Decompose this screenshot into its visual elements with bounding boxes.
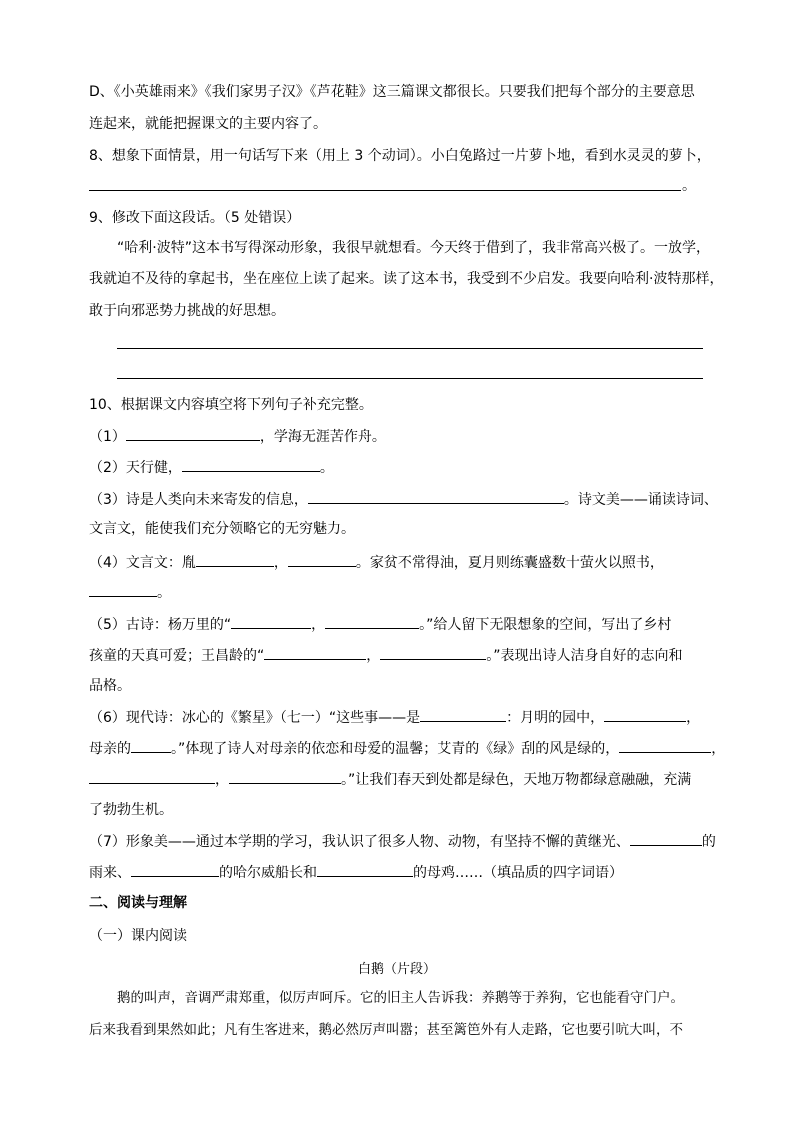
q10-item6-line4: 了勃勃生机。 [89,802,173,818]
q10-item6-text: ：月明的园中， [506,710,605,726]
q10-item5-blank4[interactable] [380,645,486,660]
q10-item6-text4: 。”让我们春天到处都是绿色，天地万物都绿意融融，充满 [341,772,692,788]
q10-item5-line2 [89,645,683,666]
q10-item5-blank2[interactable] [325,614,419,629]
section-2-title: 二、阅读与理解 [89,895,187,911]
q10-item4-cont [89,582,171,603]
q10-item6-line3 [89,769,691,790]
passage-line1: 鹅的叫声，音调严肃郑重，似厉声呵斥。它的旧主人告诉我：养鹅等于养狗，它也能看守门户。 [117,990,684,1006]
q10-item5-comma: ， [311,617,326,633]
q10-item5-line3: 品格。 [89,678,131,694]
q10-item2 [89,457,334,478]
q10-item7-text2: 雨来、 [89,865,131,881]
q10-item3-label: （3）诗是人类向未来寄发的信息， [89,492,308,508]
passage-line2: 后来我看到果然如此；凡有生客进来，鹅必然厉声叫嚣；甚至篱笆外有人走路，它也要引吭大叫，不 [89,1022,683,1038]
q10-item7-blank2[interactable] [131,862,219,877]
q10-item1 [89,426,386,447]
q8-answer-line[interactable] [89,190,681,191]
q10-item6-comma3: ， [215,772,229,788]
q10-item1-blank[interactable] [126,426,260,441]
q10-item7-blank1[interactable] [630,831,702,846]
q10-item6-label: （6）现代诗：冰心的《繁星》（七一）“这些事——是 [89,710,421,726]
q10-item4-label: （4）文言文：胤 [89,555,196,571]
q9-paragraph-line3: 敢于向邪恶势力挑战的好思想。 [89,303,285,319]
passage-title: 白鹅（片段） [357,962,436,977]
q9-title: 9、修改下面这段话。（5 处错误） [89,210,301,226]
q10-item7-text3: 的哈尔威船长和 [219,865,317,881]
q10-item3-text: 。诗文美——诵读诗词、 [563,492,718,508]
q10-item5-comma2: ， [366,648,381,664]
q10-item7-blank3[interactable] [317,862,413,877]
q10-item7-line2 [89,862,623,883]
q10-item5-text: 。”给人留下无限想象的空间，写出了乡村 [419,617,672,633]
q10-item5 [89,614,671,635]
q10-item4-end: 。 [157,585,171,601]
option-d-line1: D、《小英雄雨来》《我们家男子汉》《芦花鞋》这三篇课文都很长。只要我们把每个部分的主要意思 [89,84,695,100]
q8-end: 。 [682,178,696,194]
q10-item1-text: ，学海无涯苦作舟。 [259,429,386,445]
q10-item6-blank4[interactable] [619,738,711,753]
q10-item6-blank2[interactable] [604,707,686,722]
q10-item2-blank[interactable] [182,457,320,472]
q10-item3-blank[interactable] [308,489,564,504]
q10-item1-label: （1） [89,429,126,445]
q10-item2-label: （2）天行健， [89,460,182,476]
q9-answer-line1[interactable] [117,348,703,349]
q10-item6 [89,707,700,728]
q10-item3-cont: 文言文，能使我们充分领略它的无穷魅力。 [89,521,355,537]
q10-item7-label: （7）形象美——通过本学期的学习，我认识了很多人物、动物，有坚持不懈的黄继光、 [89,834,630,850]
q10-item5-blank3[interactable] [264,645,366,660]
q10-item4-text: 。家贫不常得油，夏月则练囊盛数十萤火以照书， [355,555,664,571]
q9-paragraph-line1: “哈利·波特”这本书写得深动形象，我很早就想看。今天终于借到了，我非常高兴极了。一放学， [117,240,710,256]
q10-item3 [89,489,718,510]
q10-item6-blank5[interactable] [89,769,215,784]
q10-item4-blank1[interactable] [196,552,274,567]
q10-item7-text4: 的母鸡……（填品质的四字词语） [413,865,623,881]
q10-item6-blank3[interactable] [131,738,171,753]
q10-item7 [89,831,716,852]
q8-prompt: 8、想象下面情景，用一句话写下来（用上 3 个动词）。小白兔路过一片萝卜地，看到水灵灵的萝卜， [89,148,711,164]
q10-item2-end: 。 [319,460,334,476]
q10-item6-blank6[interactable] [229,769,341,784]
q10-item4-blank3[interactable] [89,582,157,597]
q10-item6-comma: ， [686,710,701,726]
q9-paragraph-line2: 我就迫不及待的拿起书，坐在座位上读了起来。读了这本书，我受到不少启发。我要向哈利·波特那样， [89,271,724,287]
q9-answer-line2[interactable] [117,378,703,379]
q10-item6-text2: 母亲的 [89,741,131,757]
q10-item6-line2 [89,738,725,759]
q10-item5-label: （5）古诗：杨万里的“ [89,617,232,633]
q10-item5-blank1[interactable] [231,614,311,629]
q10-item4-comma: ， [273,555,288,571]
q10-item6-text3: 。”体现了诗人对母亲的依恋和母爱的温馨；艾青的《绿》刮的风是绿的， [171,741,620,757]
q10-item6-blank1[interactable] [420,707,506,722]
q10-item7-text: 的 [701,834,716,850]
q10-item6-comma2: ， [711,741,726,757]
q10-title: 10、根据课文内容填空将下列句子补充完整。 [89,397,373,413]
option-d-line2: 连起来，就能把握课文的主要内容了。 [89,116,327,132]
q10-item5-text2: 孩童的天真可爱；王昌龄的“ [89,648,265,664]
q10-item4-blank2[interactable] [288,552,356,567]
section-2-subtitle: （一）课内阅读 [89,928,187,944]
q10-item4 [89,552,664,573]
q10-item5-text3: 。”表现出诗人洁身自好的志向和 [486,648,683,664]
